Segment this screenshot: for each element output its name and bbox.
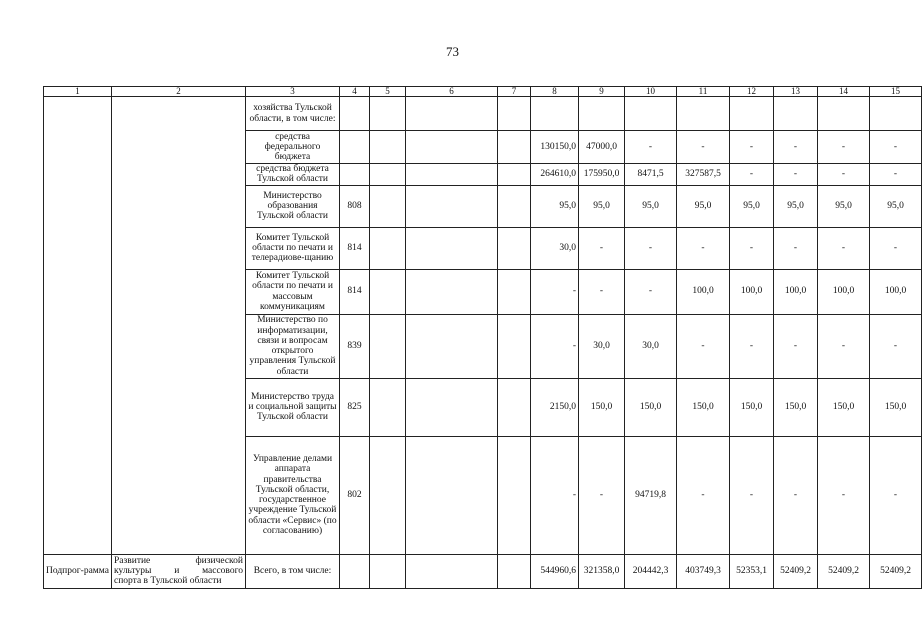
cell-value-col-12: - [730,314,774,378]
cell-value-col-10: 95,0 [625,185,677,227]
cell-col-6 [406,269,498,314]
subprogram-title-line-1: Развитие физической [114,555,243,566]
header-col-4: 4 [340,87,370,97]
subprogram-total-col-13: 52409,2 [774,554,818,588]
cell-recipient: Управление делами аппарата правительства Тульской области, государственное учреждение Тульской области «Сервис» (по согласованию) [246,436,340,554]
cell-value-col-9: 47000,0 [579,131,625,164]
cell-value-col-9: - [579,436,625,554]
cell-col-1-empty [44,97,112,555]
cell-value-col-8: - [531,436,579,554]
cell-col-7 [498,269,531,314]
cell-col-6 [406,554,498,588]
cell-code: 839 [340,314,370,378]
cell-value-col-9: 150,0 [579,378,625,436]
cell-value-col-9: 175950,0 [579,164,625,186]
cell-value-col-15: - [870,314,922,378]
cell-value-col-13: - [774,436,818,554]
cell-col-6 [406,436,498,554]
cell-value-col-10: - [625,131,677,164]
cell-value-col-14 [818,97,870,131]
subprogram-total-col-10: 204442,3 [625,554,677,588]
cell-value-col-13: 95,0 [774,185,818,227]
cell-value-col-14: - [818,131,870,164]
cell-value-col-8: 130150,0 [531,131,579,164]
cell-recipient: средства федерального бюджета [246,131,340,164]
cell-value-col-11: 327587,5 [677,164,730,186]
cell-value-col-15: - [870,164,922,186]
cell-col-6 [406,164,498,186]
cell-value-col-13: 150,0 [774,378,818,436]
cell-value-col-9: 30,0 [579,314,625,378]
cell-value-col-9 [579,97,625,131]
cell-value-col-13: - [774,131,818,164]
cell-value-col-8: - [531,314,579,378]
cell-value-col-14: 100,0 [818,269,870,314]
cell-recipient: Министерство труда и социальной защиты Тульской области [246,378,340,436]
header-col-6: 6 [406,87,498,97]
cell-value-col-12: - [730,227,774,269]
cell-value-col-11: - [677,314,730,378]
header-col-12: 12 [730,87,774,97]
cell-value-col-14: - [818,227,870,269]
cell-recipient: средства бюджета Тульской области [246,164,340,186]
subprogram-total-col-12: 52353,1 [730,554,774,588]
subprogram-total-col-9: 321358,0 [579,554,625,588]
cell-code: 808 [340,185,370,227]
cell-col-5 [370,314,406,378]
cell-value-col-13: - [774,314,818,378]
header-col-15: 15 [870,87,922,97]
cell-col-6 [406,314,498,378]
cell-col-6 [406,378,498,436]
header-col-10: 10 [625,87,677,97]
cell-value-col-15: - [870,436,922,554]
cell-value-col-10: - [625,227,677,269]
subprogram-row [44,554,922,588]
cell-value-col-15: 95,0 [870,185,922,227]
cell-value-col-14: 95,0 [818,185,870,227]
cell-value-col-11: 95,0 [677,185,730,227]
cell-value-col-15: 100,0 [870,269,922,314]
subprogram-total-col-15: 52409,2 [870,554,922,588]
cell-col-7 [498,164,531,186]
cell-value-col-13: - [774,164,818,186]
cell-value-col-14: - [818,314,870,378]
page-number: 73 [446,44,459,59]
cell-col-5 [370,227,406,269]
cell-value-col-14: 150,0 [818,378,870,436]
cell-col-5 [370,97,406,131]
cell-value-col-10: 150,0 [625,378,677,436]
cell-col-7 [498,227,531,269]
header-col-2: 2 [112,87,246,97]
cell-col-5 [370,185,406,227]
cell-value-col-11: 150,0 [677,378,730,436]
cell-value-col-9: - [579,227,625,269]
cell-col-7 [498,554,531,588]
cell-value-col-10: 8471,5 [625,164,677,186]
subprogram-title-line-2: культуры и массового [114,565,243,576]
cell-value-col-8: 2150,0 [531,378,579,436]
cell-value-col-10: 30,0 [625,314,677,378]
cell-col-7 [498,131,531,164]
cell-code [340,97,370,131]
cell-value-col-11: 100,0 [677,269,730,314]
budget-table [43,86,922,589]
cell-value-col-8: 95,0 [531,185,579,227]
cell-recipient: Комитет Тульской области по печати и массовым коммуникациям [246,269,340,314]
cell-col-6 [406,185,498,227]
cell-code: 825 [340,378,370,436]
cell-value-col-13 [774,97,818,131]
cell-value-col-11: - [677,436,730,554]
cell-code [340,554,370,588]
cell-col-6 [406,131,498,164]
column-number-row [44,87,922,97]
header-col-7: 7 [498,87,531,97]
cell-value-col-12: - [730,131,774,164]
cell-col-7 [498,436,531,554]
cell-value-col-15: 150,0 [870,378,922,436]
header-col-5: 5 [370,87,406,97]
subprogram-total-col-11: 403749,3 [677,554,730,588]
subprogram-title [112,554,246,588]
subprogram-title-line-3: спорта в Тульской области [114,576,222,587]
cell-value-col-11: - [677,131,730,164]
cell-recipient: хозяйства Тульской области, в том числе: [246,97,340,131]
cell-value-col-12: - [730,436,774,554]
cell-recipient: Министерство по информатизации, связи и вопросам открытого управления Тульской области [246,314,340,378]
subprogram-label: Подпрог-рамма [44,554,112,588]
cell-col-5 [370,436,406,554]
cell-col-6 [406,97,498,131]
cell-code: 814 [340,227,370,269]
cell-col-2-empty [112,97,246,555]
cell-value-col-9: 95,0 [579,185,625,227]
cell-value-col-12: 95,0 [730,185,774,227]
cell-value-col-13: - [774,227,818,269]
cell-value-col-10 [625,97,677,131]
cell-value-col-14: - [818,436,870,554]
cell-value-col-13: 100,0 [774,269,818,314]
cell-value-col-8 [531,97,579,131]
cell-value-col-15: - [870,227,922,269]
cell-col-5 [370,164,406,186]
cell-value-col-8: 264610,0 [531,164,579,186]
table-row [44,97,922,131]
cell-col-5 [370,131,406,164]
header-col-1: 1 [44,87,112,97]
cell-value-col-8: - [531,269,579,314]
header-col-9: 9 [579,87,625,97]
cell-col-7 [498,185,531,227]
cell-col-5 [370,554,406,588]
cell-recipient: Комитет Тульской области по печати и телерадиове-щанию [246,227,340,269]
cell-value-col-10: 94719,8 [625,436,677,554]
cell-value-col-9: - [579,269,625,314]
cell-value-col-10: - [625,269,677,314]
cell-value-col-12: 100,0 [730,269,774,314]
cell-value-col-11: - [677,227,730,269]
cell-value-col-12: - [730,164,774,186]
cell-value-col-12 [730,97,774,131]
subprogram-total-label: Всего, в том числе: [246,554,340,588]
cell-value-col-15 [870,97,922,131]
cell-col-7 [498,97,531,131]
cell-value-col-12: 150,0 [730,378,774,436]
cell-code [340,164,370,186]
cell-col-5 [370,269,406,314]
cell-col-7 [498,378,531,436]
cell-code [340,131,370,164]
cell-col-6 [406,227,498,269]
header-col-8: 8 [531,87,579,97]
cell-value-col-15: - [870,131,922,164]
header-col-3: 3 [246,87,340,97]
cell-value-col-14: - [818,164,870,186]
header-col-11: 11 [677,87,730,97]
subprogram-total-col-14: 52409,2 [818,554,870,588]
cell-value-col-8: 30,0 [531,227,579,269]
cell-col-7 [498,314,531,378]
cell-col-5 [370,378,406,436]
cell-value-col-11 [677,97,730,131]
subprogram-total-col-8: 544960,6 [531,554,579,588]
cell-recipient: Министерство образования Тульской области [246,185,340,227]
cell-code: 814 [340,269,370,314]
cell-code: 802 [340,436,370,554]
header-col-13: 13 [774,87,818,97]
header-col-14: 14 [818,87,870,97]
